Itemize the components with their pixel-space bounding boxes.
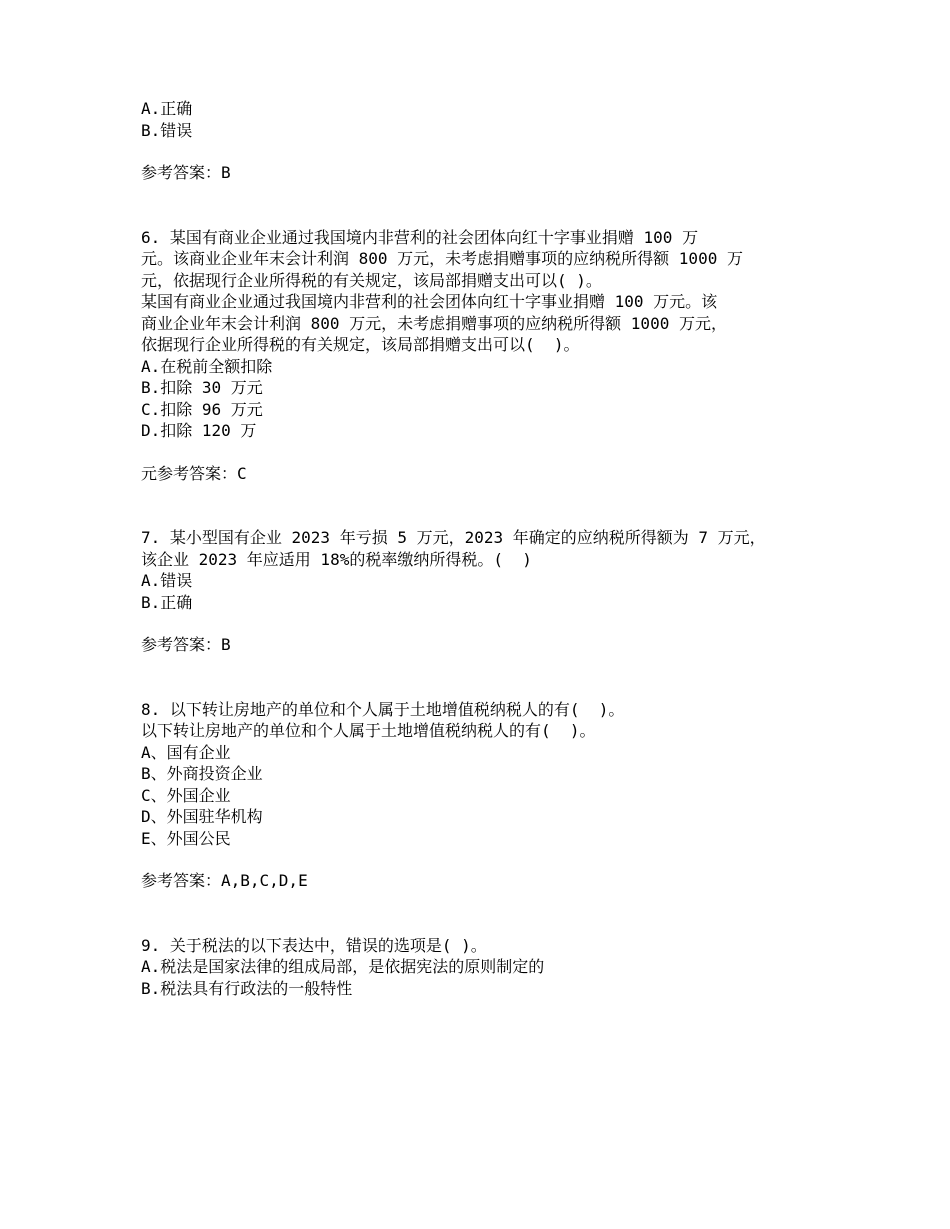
question-stem-line: 8. 以下转让房地产的单位和个人属于土地增值税纳税人的有( )。 [141,699,625,719]
question-repeat-line: 某国有商业企业通过我国境内非营利的社会团体向红十字事业捐赠 100 万元。该 [141,292,718,311]
option-a: A.正确 [141,99,193,118]
answer-line: 参考答案：A,B,C,D,E [141,871,308,890]
option-b: B.税法具有行政法的一般特性 [141,978,353,998]
option-c: C.扣除 96 万元 [141,399,263,419]
option-c: C、外国企业 [141,785,231,805]
answer-line: 参考答案：B [141,163,231,182]
option-b: B.错误 [141,120,193,140]
question-stem-line: 7. 某小型国有企业 2023 年亏损 5 万元，2023 年确定的应纳税所得额为 7 万元， [141,528,766,547]
option-d: D、外国驻华机构 [141,807,263,826]
option-a: A.错误 [141,571,193,590]
option-a: A.在税前全额扣除 [141,356,273,376]
question-7-block [141,527,811,656]
question-stem-line: 6. 某国有商业企业通过我国境内非营利的社会团体向红十字事业捐赠 100 万 [141,227,699,247]
answer-line: 元参考答案：C [141,463,247,483]
option-a: A、国有企业 [141,742,231,762]
question-stem-line: 元，依据现行企业所得税的有关规定，该局部捐赠支出可以( )。 [141,270,602,290]
question-stem-line: 9. 关于税法的以下表达中，错误的选项是( )。 [141,935,487,955]
option-e: E、外国公民 [141,828,231,848]
question-6-block [141,227,811,485]
question-stem-line: 以下转让房地产的单位和个人属于土地增值税纳税人的有( )。 [141,721,596,740]
question-8-block [141,699,811,892]
option-b: B.正确 [141,592,193,612]
option-a: A.税法是国家法律的组成局部，是依据宪法的原则制定的 [141,957,545,976]
question-stem-line: 元。该商业企业年末会计利润 800 万元，未考虑捐赠事项的应纳税所得额 1000 万 [141,249,743,268]
question-9-block [141,935,811,1000]
question-repeat-line: 依据现行企业所得税的有关规定，该局部捐赠支出可以( )。 [141,335,580,354]
option-d: D.扣除 120 万 [141,421,257,440]
option-b: B.扣除 30 万元 [141,378,263,397]
option-b: B、外商投资企业 [141,764,263,783]
document-page [141,98,811,999]
prev-question-block [141,98,811,184]
question-stem-line: 该企业 2023 年应适用 18%的税率缴纳所得税。( ) [141,549,532,569]
answer-line: 参考答案：B [141,635,231,654]
question-repeat-line: 商业企业年末会计利润 800 万元，未考虑捐赠事项的应纳税所得额 1000 万元， [141,313,727,333]
